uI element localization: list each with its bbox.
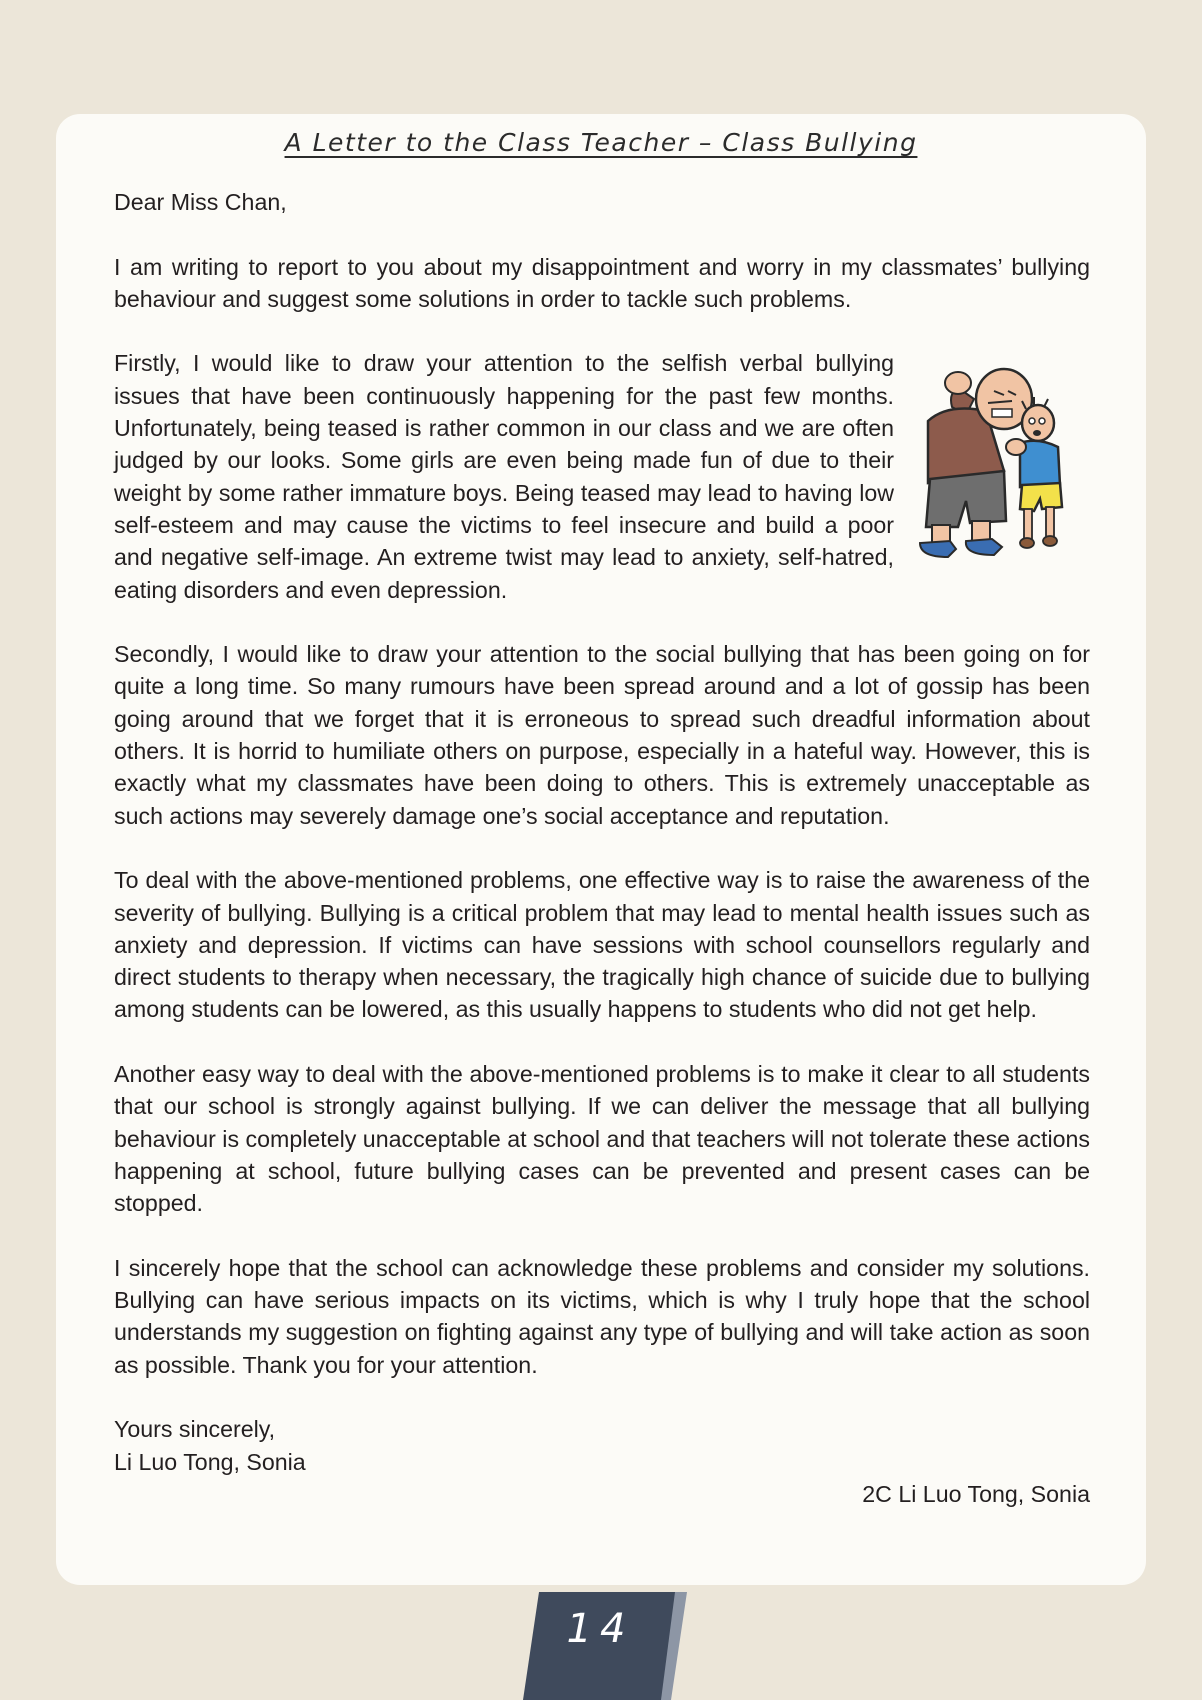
paragraph-social-bullying: Secondly, I would like to draw your attention to the social bullying that has been going on for quite a long time. So many rumours have been spread around and a lot of gossip has been going around that we forget that it is erroneous to spread such dreadful information about others. It is horrid to humiliate others on purpose, especially in a hateful way. However, this is exactly what my classmates have been doing to others. This is extremely unacceptable as such actions may severely damage one’s social acceptance and reputation. <box>114 641 1090 829</box>
letter-title: A Letter to the Class Teacher – Class Bullying <box>284 128 918 157</box>
signature: Li Luo Tong, Sonia <box>114 1448 306 1475</box>
bully-cartoon-icon <box>908 351 1098 573</box>
paragraph-intro: I am writing to report to you about my disappointment and worry in my classmates’ bullying behaviour and suggest some solutions in order to tackle such problems. <box>114 253 1090 312</box>
paragraph-verbal-bullying: Firstly, I would like to draw your attention to the selfish verbal bullying issues that have been continuously happening for the past few months. Unfortunately, being teased is rather common in our class and we are often judged by our looks. Some girls are even being made fun of due to their weight by some rather immature boys. Being teased may lead to having low self-esteem and may cause the victims to feel insecure and build a poor and negative self-image. An extreme twist may lead to anxiety, self-hatred, eating disorders and even depression. <box>114 347 1090 605</box>
salutation: Dear Miss Chan, <box>114 189 287 215</box>
paragraph-solution-policy: Another easy way to deal with the above-mentioned problems is to make it clear to all students that our school is strongly against bullying. If we can deliver the message that all bullying behaviour is completely unacceptable at school and that teachers will not tolerate these actions happening at school, future bullying cases can be prevented and present cases can be stopped. <box>114 1061 1090 1217</box>
closing: Yours sincerely, <box>114 1416 276 1443</box>
author-credit: 2C Li Luo Tong, Sonia <box>862 1480 1090 1507</box>
paragraph-solution-awareness: To deal with the above-mentioned problems, one effective way is to raise the awareness of the severity of bullying. Bullying is a critical problem that may lead to mental health issues such as anxiety and depression. If victims can have sessions with school counsellors regularly and direct students to therapy when necessary, the tragically high chance of suicide due to bullying among students can be lowered, as this usually happens to students who did not get help. <box>114 867 1090 1023</box>
letter-body <box>114 186 1090 1510</box>
paragraph-conclusion: I sincerely hope that the school can acknowledge these problems and consider my solutions. Bullying can have serious impacts on its victims, which is why I truly hope that the school understands my suggestion on fighting against any type of bullying and will take action as soon as possible. Thank you for your attention. <box>114 1254 1090 1378</box>
page-number: 14 <box>566 1606 634 1652</box>
